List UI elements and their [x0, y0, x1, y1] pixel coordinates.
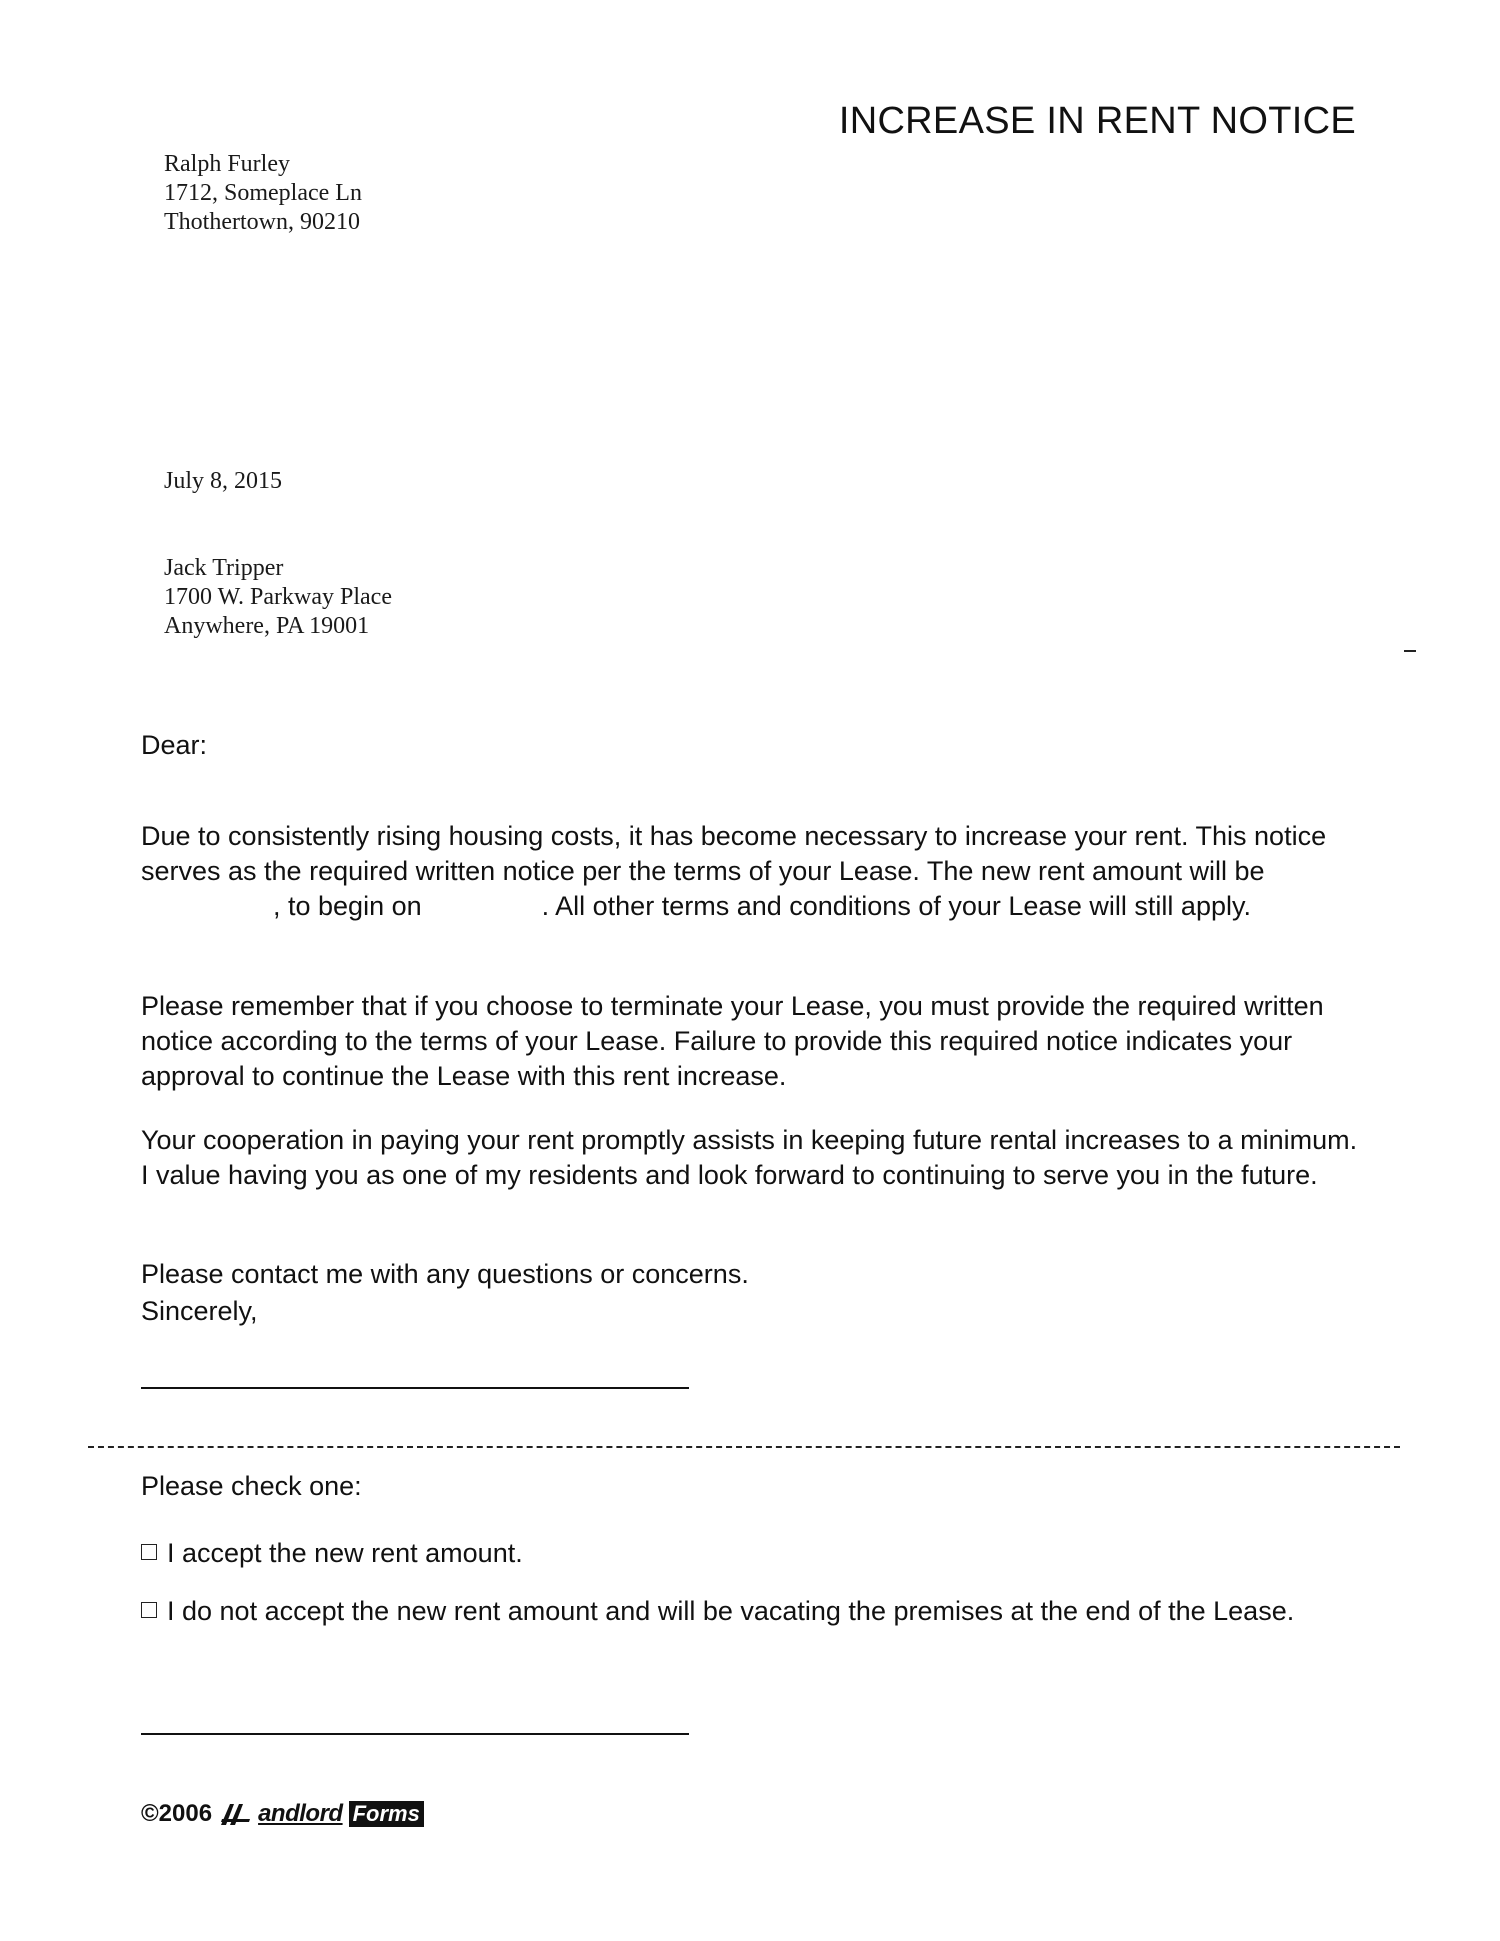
footer-logo	[141, 1800, 424, 1828]
option-accept-label: I accept the new rent amount.	[167, 1538, 523, 1568]
option-accept[interactable]	[141, 1533, 1371, 1573]
recipient-city: Anywhere, PA 19001	[164, 613, 370, 639]
p1-text-b: , to begin on	[273, 891, 422, 921]
brand-word: andlord	[258, 1800, 343, 1827]
sender-name: Ralph Furley	[164, 151, 290, 177]
sender-city: Thothertown, 90210	[164, 209, 360, 235]
sender-street: 1712, Someplace Ln	[164, 180, 362, 206]
salutation: Dear:	[141, 730, 208, 760]
option-decline-label: I do not accept the new rent amount and will be vacating the premises at the end of the Lease.	[167, 1596, 1295, 1626]
paragraph-cooperation: Your cooperation in paying your rent promptly assists in keeping future rental increases to a minimum. I value having you as one of my residents and look forward to continuing to serve you in the future.	[141, 1125, 1358, 1190]
copyright-text: ©2006	[141, 1800, 213, 1827]
letter-date: July 8, 2015	[164, 468, 283, 494]
recipient-address	[164, 554, 392, 641]
paragraph-termination: Please remember that if you choose to terminate your Lease, you must provide the required written notice according to the terms of your Lease. Failure to provide this required notice indicates your approval to continue the Lease with this rent increase.	[141, 991, 1324, 1091]
recipient-street: 1700 W. Parkway Place	[164, 584, 392, 610]
p1-text-a: Due to consistently rising housing costs, it has become necessary to increase your rent. This notice serves as the required written notice per the terms of your Lease. The new rent amount will be	[141, 821, 1327, 886]
paragraph-contact: Please contact me with any questions or concerns.	[141, 1259, 749, 1289]
option-decline[interactable]	[141, 1591, 1371, 1631]
closing: Sincerely,	[141, 1296, 258, 1326]
check-one-label: Please check one:	[141, 1471, 362, 1501]
paragraph-rent-increase	[141, 819, 1371, 924]
tenant-signature-line[interactable]	[141, 1733, 689, 1735]
sender-address	[164, 150, 362, 237]
checkbox-accept[interactable]	[141, 1544, 157, 1560]
landlord-logo-icon	[218, 1801, 252, 1827]
landlord-signature-line[interactable]	[141, 1387, 689, 1389]
recipient-name: Jack Tripper	[164, 555, 284, 581]
p1-text-c: . All other terms and conditions of your Lease will still apply.	[541, 891, 1251, 921]
stray-mark	[1404, 650, 1416, 652]
document-title: INCREASE IN RENT NOTICE	[838, 100, 1356, 142]
cut-line	[88, 1446, 1400, 1448]
brand-forms: Forms	[349, 1801, 424, 1827]
checkbox-decline[interactable]	[141, 1602, 157, 1618]
